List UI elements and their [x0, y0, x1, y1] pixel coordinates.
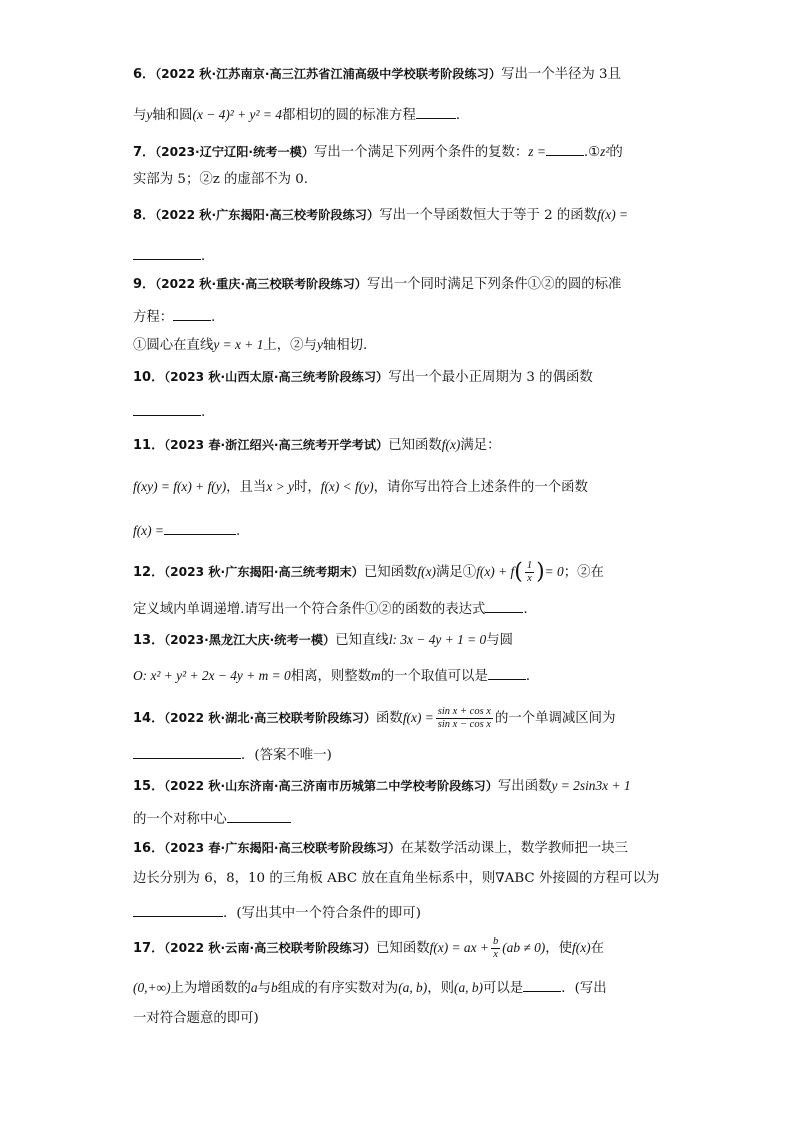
q17-text-1h: 在: [590, 941, 605, 956]
q17-answer-blank[interactable]: [523, 977, 561, 992]
q9-text-1: 写出一个同时满足下列条件①②的圆的标准: [367, 277, 622, 292]
q12-frac-num: 1: [526, 560, 533, 571]
q17-number: 17．: [133, 941, 165, 956]
q12-fraction: [525, 560, 534, 585]
q17-math-cond: (ab ≠ 0): [502, 940, 546, 955]
q8-number: 8．: [133, 208, 156, 223]
q16-text-1: 在某数学活动课上，数学教师把一块三: [400, 841, 629, 856]
q9-number: 9．: [133, 277, 156, 292]
q11-text-2b: ，且当: [226, 480, 267, 495]
q16-text-2: 边长分别为 6，8，10 的三角板 ABC 放在直角坐标系中，则∇ABC 外接圆的方程可以为: [133, 871, 660, 886]
q13-math-line: l: 3x − 4y + 1 = 0: [388, 632, 487, 647]
q15-number: 15．: [133, 779, 165, 794]
q12-answer-blank[interactable]: [485, 598, 523, 613]
q16-line-2: [133, 870, 664, 888]
q17-text-2d: 与: [257, 981, 271, 996]
q9-text-3a: ①圆心在直线: [133, 338, 214, 353]
q9-text-2end: ．: [211, 310, 225, 325]
q11-math-fx: f(x): [441, 437, 461, 452]
q14-fraction: [436, 706, 493, 731]
q6-text-1: 写出一个半径为 3且: [501, 67, 621, 82]
q14-number: 14．: [133, 711, 165, 726]
q9-source: （2022 秋·重庆·高三校联考阶段练习）: [155, 277, 367, 291]
q14-answer-blank[interactable]: [133, 744, 241, 759]
q6-text-2a: 与: [133, 108, 147, 123]
q10-text-2: .: [201, 405, 206, 420]
q10-number: 10．: [133, 370, 165, 385]
q6-math-circle: (x − 4)² + y² = 4: [192, 107, 282, 122]
q16-answer-blank[interactable]: [133, 902, 223, 917]
q15-line-1: [133, 777, 664, 796]
q10-answer-blank[interactable]: [133, 401, 201, 416]
q17-text-2f: 组成的有序实数对为: [277, 981, 399, 996]
q16-line-1: [133, 839, 664, 858]
q17-frac-num: b: [492, 936, 499, 947]
q11-text-3b: .: [235, 524, 241, 539]
q7-text-1a: 写出一个满足下列两个条件的复数：: [314, 145, 529, 160]
q10-line-2: [133, 401, 664, 422]
q7-text-1c: .①: [583, 145, 601, 160]
q17-math-pair2: (a, b): [454, 980, 484, 995]
q13-line-2: [133, 665, 664, 686]
q12-math-sum: f(x) + f: [476, 564, 515, 579]
q10-line-1: [133, 368, 664, 387]
q13-text-2d: 的一个取值可以是: [380, 669, 488, 684]
q17-text-1a: 已知函数: [376, 941, 430, 956]
q12-frac-den: x: [527, 573, 532, 584]
q14-line-1: [133, 706, 664, 731]
q17-text-2b: 上为增函数的: [170, 981, 251, 996]
q6-line-2: [133, 104, 664, 125]
q6-source: （2022 秋·江苏南京·高三江苏省江浦高级中学校联考阶段练习）: [155, 67, 502, 81]
q11-math-equation: f(xy) = f(x) + f(y): [133, 479, 227, 494]
q9-line-2: [133, 306, 664, 327]
q11-math-xy: x > y: [266, 479, 294, 494]
q17-text-3: 一对符合题意的即可): [133, 1011, 259, 1026]
q9-text-3c: 上，②与: [263, 338, 317, 353]
q12-source: （2023 秋·广东揭阳·高三统考期末）: [164, 565, 364, 579]
q16-line-3: [133, 902, 664, 923]
q17-line-2: [133, 977, 664, 998]
q11-text-2f: ，请你写出符合上述条件的一个函数: [373, 480, 588, 495]
q17-frac-den: x: [493, 949, 498, 960]
q7-text-2: 实部为 5；②z 的虚部不为 0.: [133, 172, 309, 187]
q11-answer-blank[interactable]: [164, 520, 236, 535]
q7-math-z: z =: [528, 144, 546, 159]
q13-text-1a: 已知直线: [335, 633, 389, 648]
q8-text-2: ．: [201, 249, 215, 264]
q6-line-1: [133, 65, 664, 84]
q8-text-1a: 写出一个导函数恒大于等于 2 的函数: [379, 208, 598, 223]
q12-number: 12．: [133, 565, 165, 580]
q15-math-function: y = 2sin3x + 1: [551, 778, 631, 793]
q17-fraction: [491, 936, 500, 961]
q12-text-1a: 已知函数: [363, 565, 418, 580]
q11-text-1a: 已知函数: [388, 438, 442, 453]
q16-text-3: ．(写出其中一个符合条件的即可): [223, 906, 421, 921]
q7-number: 7．: [133, 145, 156, 160]
q7-math-z2: z²: [600, 144, 610, 159]
q11-number: 11．: [133, 438, 165, 453]
q12-math-zero: = 0: [544, 564, 564, 579]
q6-text-2c: 轴和圆: [152, 108, 193, 123]
q9-line-3: [133, 336, 664, 355]
q17-line-3: [133, 1010, 664, 1028]
q10-text-1: 写出一个最小正周期为 3 的偶函数: [388, 370, 593, 385]
q8-line-1: [133, 206, 664, 225]
q15-text-2: 的一个对称中心: [133, 812, 227, 827]
q7-line-2: [133, 171, 664, 189]
q13-source: （2023·黑龙江大庆·统考一模）: [164, 633, 336, 647]
q10-source: （2023 秋·山西太原·高三统考阶段练习）: [164, 370, 389, 384]
q15-text-1a: 写出函数: [497, 779, 552, 794]
q17-text-2h: ，则: [427, 981, 454, 996]
q12-text-1h: ；②在: [563, 565, 604, 580]
q7-text-1e: 的: [609, 145, 623, 160]
q12-text-2end: .: [523, 602, 528, 617]
q14-text-1a: 函数: [376, 711, 403, 726]
q11-math-ineq: f(x) < f(y): [320, 479, 374, 494]
q16-source: （2023 春·广东揭阳·高三校联考阶段练习）: [164, 841, 401, 855]
q13-number: 13．: [133, 633, 165, 648]
q17-math-pair: (a, b): [398, 980, 428, 995]
q17-math-fx: f(x) = ax +: [429, 940, 489, 955]
q9-math-line: y = x + 1: [213, 337, 264, 352]
q17-source: （2022 秋·云南·高三校联考阶段练习）: [164, 941, 377, 955]
q14-text-1e: 的一个单调减区间为: [494, 711, 616, 726]
q17-line-1: [133, 936, 664, 961]
q12-math-fx: f(x): [417, 564, 437, 579]
q11-text-1c: 满足：: [460, 438, 501, 453]
q12-text-2: 定义域内单调递增.请写出一个符合条件①②的函数的表达式: [133, 602, 486, 617]
q6-answer-blank[interactable]: [416, 104, 456, 119]
q17-math-b: b: [270, 980, 278, 995]
q11-text-2d: 时，: [293, 480, 321, 495]
q9-answer-blank[interactable]: [173, 306, 211, 321]
q14-source: （2022 秋·湖北·高三校联考阶段练习）: [164, 711, 377, 725]
q12-close-paren: ): [536, 559, 545, 585]
q11-line-2: [133, 478, 664, 497]
q6-number: 6．: [133, 67, 156, 82]
q14-math-fx: f(x) =: [402, 710, 434, 725]
q12-line-2: [133, 598, 664, 619]
q11-line-1: [133, 436, 664, 455]
q9-line-1: [133, 275, 664, 294]
q9-text-2: 方程：: [133, 310, 174, 325]
q8-source: （2022 秋·广东揭阳·高三校考阶段练习）: [155, 208, 380, 222]
q11-math-fx2: f(x) =: [133, 523, 164, 538]
q17-text-1f: ，使: [545, 941, 573, 956]
q15-source: （2022 秋·山东济南·高三济南市历城第二中学校考阶段练习）: [164, 779, 498, 793]
q14-frac-den: sin x − cos x: [437, 719, 491, 730]
q13-math-circle: O: x² + y² + 2x − 4y + m = 0: [133, 668, 291, 683]
q8-line-2: [133, 245, 664, 266]
q12-text-1c: 满足①: [436, 565, 477, 580]
q13-text-1c: 与圆: [486, 633, 513, 648]
q17-text-2j: 可以是: [483, 981, 524, 996]
q6-text-2e: 都相切的圆的标准方程: [281, 108, 416, 123]
q11-line-3: [133, 520, 664, 541]
q7-source: （2023·辽宁辽阳·统考一模）: [155, 145, 315, 159]
q15-line-2: [133, 808, 664, 829]
q16-number: 16．: [133, 841, 165, 856]
q9-math-y: y: [316, 337, 323, 352]
q9-text-3e: 轴相切．: [322, 338, 377, 353]
q13-text-2b: 相离，则整数: [290, 669, 372, 684]
q13-answer-blank[interactable]: [488, 665, 526, 680]
q17-math-fx2: f(x): [572, 940, 591, 955]
q11-source: （2023 春·浙江绍兴·高三统考开学考试）: [164, 438, 389, 452]
q7-answer-blank[interactable]: [546, 141, 584, 156]
q14-text-2: ．(答案不唯一): [241, 748, 332, 763]
q7-line-1: [133, 141, 664, 162]
q14-frac-num: sin x + cos x: [437, 706, 491, 717]
q6-text-2f: ．: [455, 108, 470, 123]
q17-text-2k: ．(写出: [561, 981, 607, 996]
q6-math-y: y: [146, 107, 153, 122]
q17-math-interval: (0,+∞): [133, 980, 171, 995]
q14-line-2: [133, 744, 664, 765]
q15-answer-blank[interactable]: [227, 808, 291, 823]
q13-math-m: m: [371, 668, 381, 683]
q12-open-paren: (: [514, 559, 523, 585]
q17-math-a: a: [250, 980, 258, 995]
q12-line-1: [133, 560, 664, 585]
q13-text-2e: ．: [525, 669, 540, 684]
q8-answer-blank[interactable]: [133, 245, 201, 260]
q8-math-fx: f(x) =: [597, 207, 629, 222]
q13-line-1: [133, 631, 664, 650]
